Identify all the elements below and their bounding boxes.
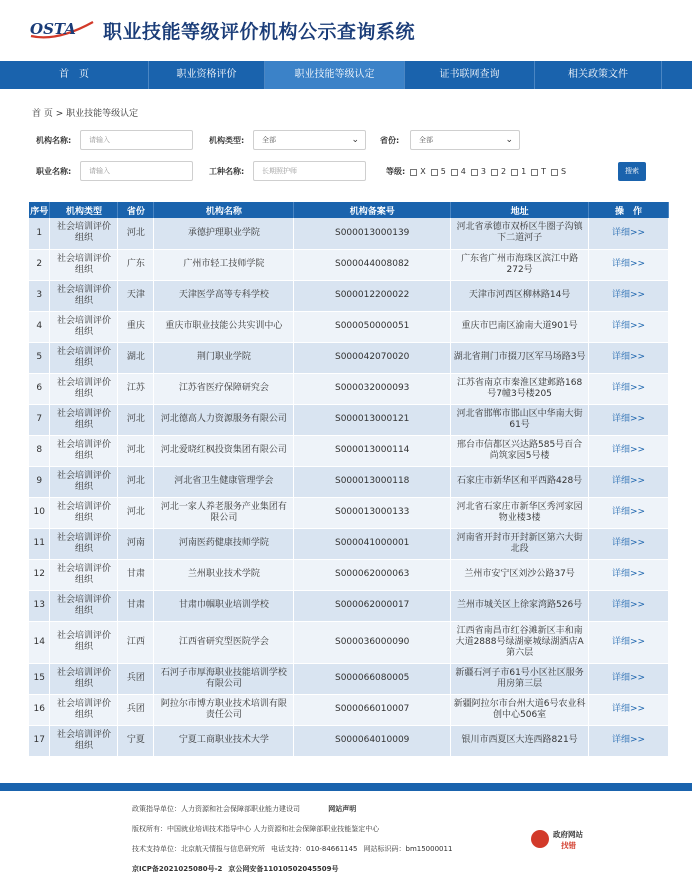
- footer-icp[interactable]: 京ICP备2021025080号-2: [132, 865, 223, 873]
- cell-address: 河北省邯郸市邯山区中华南大街61号: [451, 404, 589, 435]
- footer-police-record[interactable]: 京公网安备11010502045509号: [228, 865, 339, 873]
- cell-type: 社会培训评价组织: [50, 342, 118, 373]
- detail-link[interactable]: 详细>>: [589, 466, 669, 497]
- cell-address: 广东省广州市海珠区滨江中路272号: [451, 249, 589, 280]
- cell-province: 兵团: [118, 663, 154, 694]
- cell-code: S000036000090: [294, 621, 451, 663]
- nav-skill-level[interactable]: 职业技能等级认定: [265, 61, 405, 89]
- cell-province: 河北: [118, 435, 154, 466]
- cell-province: 宁夏: [118, 725, 154, 756]
- cell-type: 社会培训评价组织: [50, 663, 118, 694]
- cell-code: S000066080005: [294, 663, 451, 694]
- footer-copyright: 版权所有：中国就业培训技术指导中心 人力资源和社会保障部职业技能鉴定中心: [132, 825, 380, 833]
- site-title: 职业技能等级评价机构公示查询系统: [103, 21, 416, 43]
- cell-no: 3: [29, 280, 50, 311]
- cell-code: S000066010007: [294, 694, 451, 725]
- cell-type: 社会培训评价组织: [50, 280, 118, 311]
- gov-emblem-icon: [531, 830, 549, 848]
- table-row: [29, 590, 669, 621]
- cell-code: S000041000001: [294, 528, 451, 559]
- table-row: [29, 725, 669, 756]
- col-header: 机构类型: [50, 202, 118, 218]
- table-header-row: [29, 202, 669, 218]
- detail-link[interactable]: 详细>>: [589, 590, 669, 621]
- cell-name: 宁夏工商职业技术大学: [154, 725, 294, 756]
- cell-address: 石家庄市新华区和平西路428号: [451, 466, 589, 497]
- table-row: [29, 497, 669, 528]
- table-row: [29, 694, 669, 725]
- cell-no: 12: [29, 559, 50, 590]
- work-type-label: 工种名称:: [209, 167, 245, 176]
- table-row: [29, 218, 669, 249]
- detail-link[interactable]: 详细>>: [589, 621, 669, 663]
- cell-province: 兵团: [118, 694, 154, 725]
- nav-qualification[interactable]: 职业资格评价: [149, 61, 265, 89]
- job-name-input[interactable]: 请输入: [80, 161, 193, 181]
- cell-province: 江西: [118, 621, 154, 663]
- cell-type: 社会培训评价组织: [50, 528, 118, 559]
- cell-code: S000042070020: [294, 342, 451, 373]
- col-header: 机构名称: [154, 202, 294, 218]
- cell-no: 1: [29, 218, 50, 249]
- cell-no: 8: [29, 435, 50, 466]
- cell-code: S000013000139: [294, 218, 451, 249]
- detail-link[interactable]: 详细>>: [589, 559, 669, 590]
- detail-link[interactable]: 详细>>: [589, 280, 669, 311]
- detail-link[interactable]: 详细>>: [589, 528, 669, 559]
- nav-certificate-query[interactable]: 证书联网查询: [405, 61, 535, 89]
- cell-address: 河南省开封市开封新区第六大街北段: [451, 528, 589, 559]
- detail-link[interactable]: 详细>>: [589, 497, 669, 528]
- table-body: [29, 218, 669, 756]
- cell-type: 社会培训评价组织: [50, 404, 118, 435]
- col-header: 操 作: [589, 202, 669, 218]
- cell-type: 社会培训评价组织: [50, 559, 118, 590]
- org-type-label: 机构类型:: [209, 136, 245, 145]
- level-label: 等级:: [386, 167, 406, 176]
- cell-province: 甘肃: [118, 559, 154, 590]
- table-row: [29, 663, 669, 694]
- svg-text:找错: 找错: [561, 841, 576, 850]
- cell-code: S000064010009: [294, 725, 451, 756]
- cell-code: S000013000118: [294, 466, 451, 497]
- cell-address: 新疆阿拉尔市台州大道6号农业科创中心506室: [451, 694, 589, 725]
- cell-address: 河北省承德市双桥区牛圈子沟镇下二道河子: [451, 218, 589, 249]
- detail-link[interactable]: 详细>>: [589, 373, 669, 404]
- level-checkbox[interactable]: [451, 169, 458, 176]
- detail-link[interactable]: 详细>>: [589, 435, 669, 466]
- cell-province: 河北: [118, 218, 154, 249]
- results-table: [29, 202, 669, 757]
- province-label: 省份:: [380, 136, 400, 145]
- cell-code: S000013000121: [294, 404, 451, 435]
- breadcrumb: 首 页 > 职业技能等级认定: [32, 109, 139, 119]
- nav-policy-docs[interactable]: 相关政策文件: [535, 61, 662, 89]
- detail-link[interactable]: 详细>>: [589, 694, 669, 725]
- table-row: [29, 404, 669, 435]
- cell-address: 重庆市巴南区渝南大道901号: [451, 311, 589, 342]
- cell-province: 天津: [118, 280, 154, 311]
- cell-type: 社会培训评价组织: [50, 621, 118, 663]
- cell-type: 社会培训评价组织: [50, 590, 118, 621]
- cell-province: 重庆: [118, 311, 154, 342]
- cell-province: 河南: [118, 528, 154, 559]
- gov-website-badge[interactable]: [530, 826, 600, 852]
- col-header: 机构备案号: [294, 202, 451, 218]
- cell-code: S000062000017: [294, 590, 451, 621]
- cell-type: 社会培训评价组织: [50, 725, 118, 756]
- cell-address: 江西省南昌市红谷滩新区丰和南大道2888号绿湖豪城绿湖酒店A第六层: [451, 621, 589, 663]
- cell-address: 兰州市城关区上徐家湾路526号: [451, 590, 589, 621]
- detail-link[interactable]: 详细>>: [589, 725, 669, 756]
- table-row: [29, 373, 669, 404]
- level-checkbox[interactable]: [471, 169, 478, 176]
- chevron-down-icon: ⌄: [505, 135, 513, 145]
- cell-address: 银川市西夏区大连西路821号: [451, 725, 589, 756]
- cell-no: 7: [29, 404, 50, 435]
- cell-address: 湖北省荆门市掇刀区军马场路3号: [451, 342, 589, 373]
- org-name-label: 机构名称:: [36, 136, 72, 145]
- search-button[interactable]: 搜索: [618, 162, 646, 181]
- table-row: [29, 435, 669, 466]
- cell-province: 河北: [118, 466, 154, 497]
- cell-name: 承德护理职业学院: [154, 218, 294, 249]
- cell-type: 社会培训评价组织: [50, 311, 118, 342]
- level-checkbox[interactable]: [410, 169, 417, 176]
- cell-code: S000032000093: [294, 373, 451, 404]
- detail-link[interactable]: 详细>>: [589, 404, 669, 435]
- cell-name: 荆门职业学院: [154, 342, 294, 373]
- cell-address: 河北省石家庄市新华区秀河家园物业楼3楼: [451, 497, 589, 528]
- cell-province: 广东: [118, 249, 154, 280]
- cell-no: 17: [29, 725, 50, 756]
- cell-name: 河南医药健康技师学院: [154, 528, 294, 559]
- footer-policy-unit: 政策指导单位：人力资源和社会保障部职业能力建设司: [132, 805, 300, 813]
- cell-name: 江西省研究型医院学会: [154, 621, 294, 663]
- main-nav: [0, 61, 692, 89]
- cell-province: 河北: [118, 404, 154, 435]
- cell-address: 兰州市安宁区刘沙公路37号: [451, 559, 589, 590]
- cell-type: 社会培训评价组织: [50, 373, 118, 404]
- col-header: 地址: [451, 202, 589, 218]
- cell-type: 社会培训评价组织: [50, 466, 118, 497]
- cell-code: S000013000133: [294, 497, 451, 528]
- table-row: [29, 311, 669, 342]
- cell-code: S000012200022: [294, 280, 451, 311]
- province-select[interactable]: 全部 ⌄: [410, 130, 520, 150]
- level-checkbox[interactable]: [491, 169, 498, 176]
- cell-address: 天津市河西区柳林路14号: [451, 280, 589, 311]
- level-checkbox[interactable]: [511, 169, 518, 176]
- table-row: [29, 621, 669, 663]
- cell-name: 河北爱晓红枫投资集团有限公司: [154, 435, 294, 466]
- level-checkbox[interactable]: [551, 169, 558, 176]
- cell-no: 14: [29, 621, 50, 663]
- table-row: [29, 249, 669, 280]
- cell-address: 江苏省南京市秦淮区建邺路168号7幢3号楼205: [451, 373, 589, 404]
- footer-phone: 电话支持：010-84661145: [271, 845, 358, 853]
- detail-link[interactable]: 详细>>: [589, 249, 669, 280]
- cell-no: 9: [29, 466, 50, 497]
- cell-address: 邢台市信都区兴达路585号百合尚筑家园5号楼: [451, 435, 589, 466]
- site-footer: [132, 799, 458, 879]
- cell-name: 重庆市职业技能公共实训中心: [154, 311, 294, 342]
- detail-link[interactable]: 详细>>: [589, 663, 669, 694]
- cell-name: 广州市轻工技师学院: [154, 249, 294, 280]
- level-checkbox[interactable]: [431, 169, 438, 176]
- cell-province: 江苏: [118, 373, 154, 404]
- table-row: [29, 466, 669, 497]
- cell-code: S000044008082: [294, 249, 451, 280]
- cell-name: 河北省卫生健康管理学会: [154, 466, 294, 497]
- detail-link[interactable]: 详细>>: [589, 311, 669, 342]
- cell-name: 甘肃巾帼职业培训学校: [154, 590, 294, 621]
- cell-name: 河北一家人养老服务产业集团有限公司: [154, 497, 294, 528]
- work-type-input[interactable]: 长期照护师: [253, 161, 366, 181]
- table-row: [29, 528, 669, 559]
- footer-bar: [0, 783, 692, 791]
- cell-no: 5: [29, 342, 50, 373]
- osta-logo: [27, 16, 97, 42]
- cell-type: 社会培训评价组织: [50, 218, 118, 249]
- cell-name: 河北德高人力资源服务有限公司: [154, 404, 294, 435]
- cell-no: 4: [29, 311, 50, 342]
- cell-no: 11: [29, 528, 50, 559]
- site-statement-link[interactable]: 网站声明: [328, 805, 357, 813]
- cell-no: 2: [29, 249, 50, 280]
- cell-no: 10: [29, 497, 50, 528]
- table-row: [29, 342, 669, 373]
- cell-type: 社会培训评价组织: [50, 249, 118, 280]
- org-name-input[interactable]: 请输入: [80, 130, 193, 150]
- cell-code: S000050000051: [294, 311, 451, 342]
- chevron-down-icon: ⌄: [351, 135, 359, 145]
- cell-code: S000013000114: [294, 435, 451, 466]
- cell-code: S000062000063: [294, 559, 451, 590]
- detail-link[interactable]: 详细>>: [589, 218, 669, 249]
- cell-no: 13: [29, 590, 50, 621]
- footer-site-id: 网站标识码：bm15000011: [363, 845, 453, 853]
- cell-type: 社会培训评价组织: [50, 694, 118, 725]
- job-name-label: 职业名称:: [36, 167, 72, 176]
- cell-type: 社会培训评价组织: [50, 497, 118, 528]
- site-header: [0, 0, 692, 60]
- cell-province: 甘肃: [118, 590, 154, 621]
- cell-name: 石河子市厚海职业技能培训学校有限公司: [154, 663, 294, 694]
- cell-no: 16: [29, 694, 50, 725]
- cell-no: 6: [29, 373, 50, 404]
- footer-tech-support: 技术支持单位：北京航天情报与信息研究所: [132, 845, 265, 853]
- col-header: 省份: [118, 202, 154, 218]
- cell-name: 兰州职业技术学院: [154, 559, 294, 590]
- cell-no: 15: [29, 663, 50, 694]
- level-checkboxes: 等级: X 5 4 3 2 1 T S: [386, 161, 566, 183]
- level-checkbox[interactable]: [531, 169, 538, 176]
- col-header: 序号: [29, 202, 50, 218]
- table-row: [29, 280, 669, 311]
- svg-text:政府网站: 政府网站: [553, 830, 583, 839]
- cell-name: 天津医学高等专科学校: [154, 280, 294, 311]
- cell-province: 湖北: [118, 342, 154, 373]
- cell-province: 河北: [118, 497, 154, 528]
- cell-address: 新疆石河子市61号小区社区服务用房第三层: [451, 663, 589, 694]
- nav-home[interactable]: 首 页: [0, 61, 149, 89]
- svg-text:OSTA: OSTA: [30, 20, 76, 38]
- detail-link[interactable]: 详细>>: [589, 342, 669, 373]
- cell-type: 社会培训评价组织: [50, 435, 118, 466]
- org-type-select[interactable]: 全部 ⌄: [253, 130, 366, 150]
- table-row: [29, 559, 669, 590]
- cell-name: 阿拉尔市博方职业技术培训有限责任公司: [154, 694, 294, 725]
- cell-name: 江苏省医疗保障研究会: [154, 373, 294, 404]
